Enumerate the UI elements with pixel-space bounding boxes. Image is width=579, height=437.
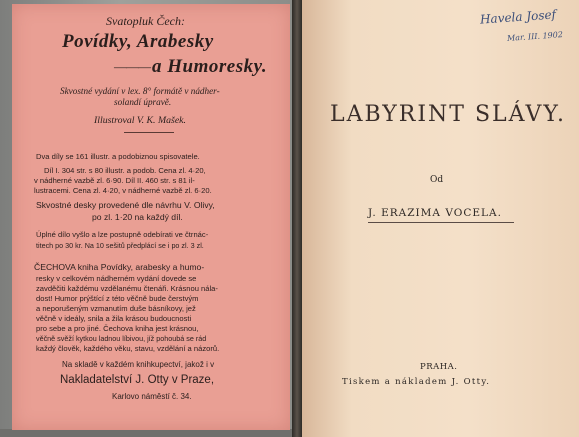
ad-info-line: Díl I. 304 str. s 80 illustr. a podob. Cena zl. 4·20,	[44, 166, 206, 175]
ad-promo-line: každý člověk, každého věku, stavu, vzdělání a názorů.	[36, 344, 220, 353]
ad-title-line2: a Humoresky.	[152, 56, 268, 77]
ad-publisher: Nakladatelství J. Otty v Praze,	[60, 374, 215, 386]
ad-info-line: Dva díly se 161 illustr. a podobiznou spisovatele.	[36, 152, 200, 161]
imprint-publisher: Tiskem a nákladem J. Otty.	[342, 377, 491, 387]
ad-author: Svatopluk Čech:	[106, 14, 185, 28]
ad-promo-line: věčně svěží kytkou ladnou líbivou, jíž pohoubá se rád	[36, 334, 207, 343]
divider	[124, 132, 174, 133]
ad-address: Karlovo náměstí č. 34.	[112, 392, 192, 401]
ad-info-line: lustracemi. Cena zl. 4·20, v nádherné vazbě zl. 6·20.	[34, 186, 212, 195]
ad-title-dash: ———	[114, 59, 150, 74]
ad-installment-line1: Úplné dílo vyšlo a lze postupně odebírati ve čtrnác-	[36, 230, 209, 239]
ad-cover-line1: Skvostné desky provedené dle návrhu V. Olivy,	[36, 200, 215, 210]
ad-promo-line: a neporušeným vzmanutím duše básníkovy, jež	[36, 304, 196, 313]
ad-promo-line: resky v celkovém nádherném vydání dovede se	[36, 274, 197, 283]
book-gutter	[292, 0, 302, 437]
cloth-edge	[0, 429, 300, 437]
handwritten-date: Mar. III. 1902	[506, 30, 564, 43]
book-author: J. ERAZIMA VOCELA.	[368, 207, 502, 219]
handwritten-owner-name: Havela Josef	[479, 7, 557, 27]
ad-promo-line: ČECHOVA kniha Povídky, arabesky a humo-	[34, 262, 205, 272]
ad-cover-line2: po zl. 1·20 na každý díl.	[92, 212, 183, 222]
imprint-city: PRAHA.	[420, 362, 458, 372]
ad-promo-line: zavděčiti každému vzdělanému čtenáři. Krásnou nála-	[36, 284, 218, 293]
book-title: LABYRINT SLÁVY.	[330, 102, 567, 127]
ad-illustrator: Illustroval V. K. Mašek.	[94, 115, 186, 126]
by-label: Od	[430, 175, 444, 185]
ad-stock-line: Na skladě v každém knihkupectví, jakož i v	[62, 360, 215, 369]
ad-subtitle-line1: Skvostné vydání v lex. 8° formátě v nádher-	[60, 86, 220, 96]
ad-installment-line2: titech po 30 kr. Na 10 sešitů předplácí se i po zl. 3 zl.	[36, 241, 204, 250]
ad-subtitle-line2: solandí úpravě.	[114, 97, 172, 107]
ad-info-line: v nádherné vazbě zl. 6·90. Díl II. 460 str. s 81 il-	[34, 176, 195, 185]
ad-promo-line: pro sebe a pro jiné. Čechova kniha jest krásnou,	[36, 324, 199, 333]
author-underline	[368, 222, 514, 223]
ad-promo-line: věčně v ideály, snila a žila krásou budoucnosti	[36, 314, 192, 323]
advertisement-page	[12, 4, 290, 430]
ad-promo-line: dost! Humor prýštící z této věčně bude čerstvým	[36, 294, 199, 303]
ad-title-line1: Povídky, Arabesky	[62, 31, 214, 52]
title-page	[302, 0, 579, 437]
